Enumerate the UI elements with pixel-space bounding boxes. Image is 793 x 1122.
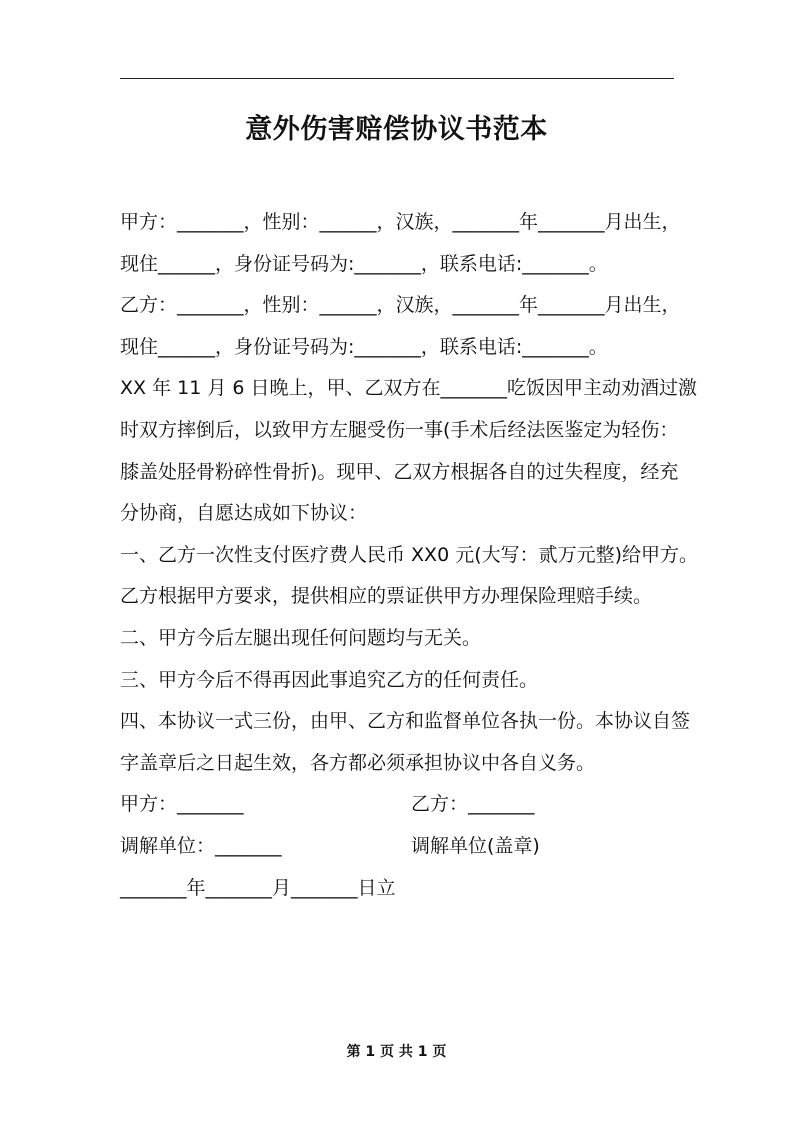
party-b-info-line-1: 乙方：_______，性别：______，汉族，_______年_______月出生， bbox=[120, 294, 681, 317]
mediator-signature: 调解单位：_______ bbox=[120, 834, 282, 857]
incident-paragraph-line-2: 时双方摔倒后，以致甲方左腿受伤一事(手术后经法医鉴定为轻伤： bbox=[120, 418, 679, 441]
clause-three: 三、甲方今后不得再因此事追究乙方的任何责任。 bbox=[120, 668, 539, 691]
incident-paragraph-line-4: 分协商，自愿达成如下协议： bbox=[120, 502, 368, 525]
clause-one-line-2: 乙方根据甲方要求，提供相应的票证供甲方办理保险理赔手续。 bbox=[120, 585, 653, 608]
document-title: 意外伤害赔偿协议书范本 bbox=[245, 114, 548, 145]
party-b-signature: 乙方：_______ bbox=[411, 793, 535, 816]
clause-one-line-1: 一、乙方一次性支付医疗费人民币 XX0 元(大写：贰万元整)给甲方。 bbox=[120, 543, 699, 566]
party-a-signature: 甲方：_______ bbox=[120, 793, 244, 816]
signature-row-mediators bbox=[120, 826, 676, 868]
incident-paragraph-line-3: 膝盖处胫骨粉碎性骨折)。现甲、乙双方根据各自的过失程度，经充 bbox=[120, 460, 679, 483]
party-a-info-line-1: 甲方：_______，性别：______，汉族，_______年_______月出生， bbox=[120, 211, 681, 233]
page-number: 第 1 页 共 1 页 bbox=[346, 1044, 447, 1060]
signature-row-parties bbox=[120, 784, 676, 826]
clause-four-line-1: 四、本协议一式三份，由甲、乙方和监督单位各执一份。本协议自签 bbox=[120, 710, 691, 733]
date-line: _______年_______月_______日立 bbox=[120, 876, 396, 899]
header-rule bbox=[120, 78, 674, 79]
incident-paragraph-line-1: XX 年 11 月 6 日晚上，甲、乙双方在_______吃饭因甲主动劝酒过激 bbox=[120, 377, 697, 400]
clause-four-line-2: 字盖章后之日起生效，各方都必须承担协议中各自义务。 bbox=[120, 751, 596, 774]
mediator-seal: 调解单位(盖章) bbox=[411, 834, 540, 857]
party-a-info-line-2: 现住______，身份证号码为:_______，联系电话:_______。 bbox=[120, 252, 608, 275]
party-b-info-line-2: 现住______，身份证号码为:_______，联系电话:_______。 bbox=[120, 335, 608, 358]
clause-two: 二、甲方今后左腿出现任何问题均与无关。 bbox=[120, 626, 482, 649]
agreement-body bbox=[120, 202, 699, 909]
